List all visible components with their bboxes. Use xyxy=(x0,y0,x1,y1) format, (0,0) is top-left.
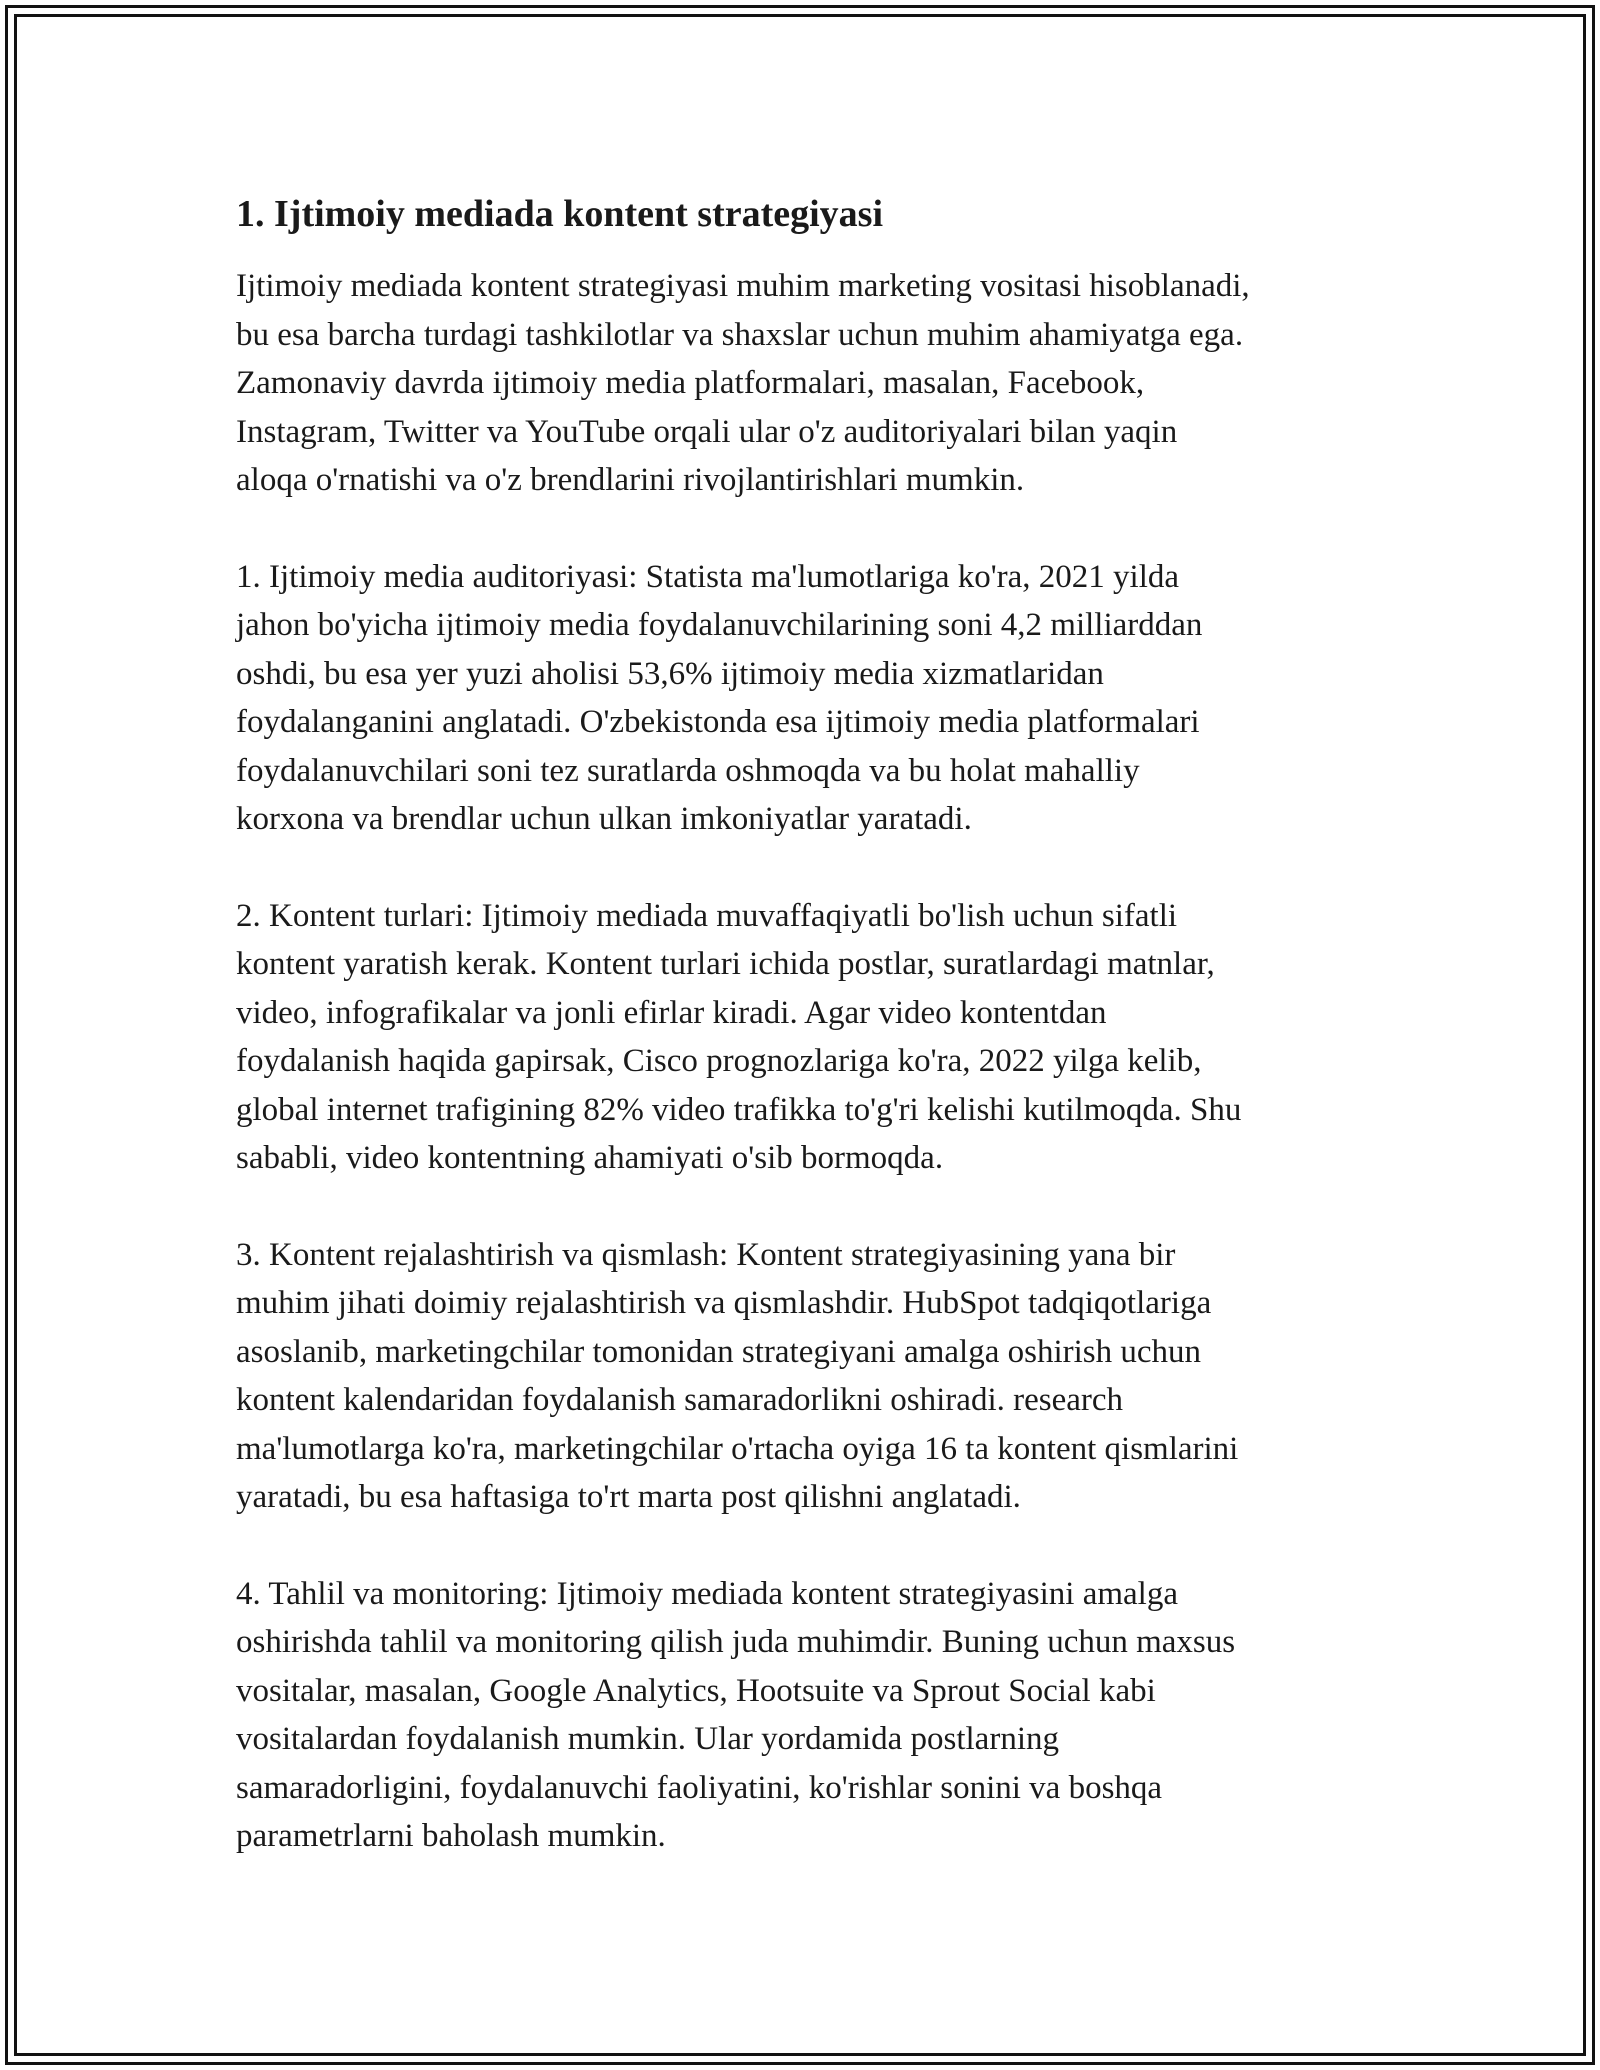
paragraph-line: vositalardan foydalanish mumkin. Ular yordamida postlarning xyxy=(236,1721,1059,1757)
paragraph-list xyxy=(236,262,1416,1861)
paragraph-line: Ijtimoiy mediada kontent strategiyasi muhim marketing vositasi hisoblanadi, xyxy=(236,268,1250,304)
paragraph-line: oshdi, bu esa yer yuzi aholisi 53,6% ijtimoiy media xizmatlaridan xyxy=(236,655,1104,692)
paragraph-line: foydalanganini anglatadi. O'zbekistonda esa ijtimoiy media platformalari xyxy=(236,704,1200,740)
paragraph-line: sababli, video kontentning ahamiyati o'sib bormoqda. xyxy=(236,1140,944,1176)
paragraph-line: Instagram, Twitter va YouTube orqali ular o'z auditoriyalari bilan yaqin xyxy=(236,413,1178,450)
paragraph-line: yaratadi, bu esa haftasiga to'rt marta post qilishni anglatadi. xyxy=(236,1479,1021,1515)
document-body xyxy=(236,188,1416,1909)
document-title: 1. Ijtimoiy mediada kontent strategiyasi xyxy=(236,193,884,235)
paragraph-line: samaradorligini, foydalanuvchi faoliyatini, ko'rishlar sonini va boshqa xyxy=(236,1769,1163,1806)
paragraph-line: Zamonaviy davrda ijtimoiy media platformalari, masalan, Facebook, xyxy=(236,365,1145,401)
paragraph-line: 2. Kontent turlari: Ijtimoiy mediada muvaffaqiyatli bo'lish uchun sifatli xyxy=(236,897,1178,934)
paragraph-line: 3. Kontent rejalashtirish va qismlash: Kontent strategiyasining yana bir xyxy=(236,1236,1176,1273)
paragraph-line: oshirishda tahlil va monitoring qilish juda muhimdir. Buning uchun maxsus xyxy=(236,1624,1236,1660)
section-paragraph xyxy=(236,553,1416,844)
paragraph-line: kontent yaratish kerak. Kontent turlari ichida postlar, suratlardagi matnlar, xyxy=(236,946,1215,982)
paragraph-line: kontent kalendaridan foydalanish samaradorlikni oshiradi. research xyxy=(236,1382,1124,1418)
section-paragraph xyxy=(236,1231,1416,1522)
paragraph-line: 4. Tahlil va monitoring: Ijtimoiy mediada kontent strategiyasini amalga xyxy=(236,1575,1178,1612)
paragraph-line: foydalanuvchilari soni tez suratlarda oshmoqda va bu holat mahalliy xyxy=(236,752,1140,789)
paragraph-line: ma'lumotlarga ko'ra, marketingchilar o'rtacha oyiga 16 ta kontent qismlarini xyxy=(236,1430,1239,1467)
paragraph-line: aloqa o'rnatishi va o'z brendlarini rivojlantirishlari mumkin. xyxy=(236,462,1025,498)
paragraph-line: korxona va brendlar uchun ulkan imkoniyatlar yaratadi. xyxy=(236,801,972,837)
intro-paragraph xyxy=(236,262,1416,505)
paragraph-line: jahon bo'yicha ijtimoiy media foydalanuvchilarining soni 4,2 milliarddan xyxy=(236,607,1203,643)
paragraph-line: 1. Ijtimoiy media auditoriyasi: Statista ma'lumotlariga ko'ra, 2021 yilda xyxy=(236,558,1180,595)
paragraph-line: bu esa barcha turdagi tashkilotlar va shaxslar uchun muhim ahamiyatga ega. xyxy=(236,316,1244,353)
paragraph-line: video, infografikalar va jonli efirlar kiradi. Agar video kontentdan xyxy=(236,994,1107,1031)
paragraph-line: asoslanib, marketingchilar tomonidan strategiyani amalga oshirish uchun xyxy=(236,1333,1202,1370)
paragraph-line: muhim jihati doimiy rejalashtirish va qismlashdir. HubSpot tadqiqotlariga xyxy=(236,1285,1212,1321)
paragraph-line: vositalar, masalan, Google Analytics, Hootsuite va Sprout Social kabi xyxy=(236,1672,1156,1709)
section-paragraph xyxy=(236,892,1416,1183)
section-paragraph xyxy=(236,1570,1416,1861)
paragraph-line: global internet trafigining 82% video trafikka to'g'ri kelishi kutilmoqda. Shu xyxy=(236,1091,1242,1128)
paragraph-line: foydalanish haqida gapirsak, Cisco prognozlariga ko'ra, 2022 yilga kelib, xyxy=(236,1043,1202,1079)
paragraph-line: parametrlarni baholash mumkin. xyxy=(236,1818,666,1854)
